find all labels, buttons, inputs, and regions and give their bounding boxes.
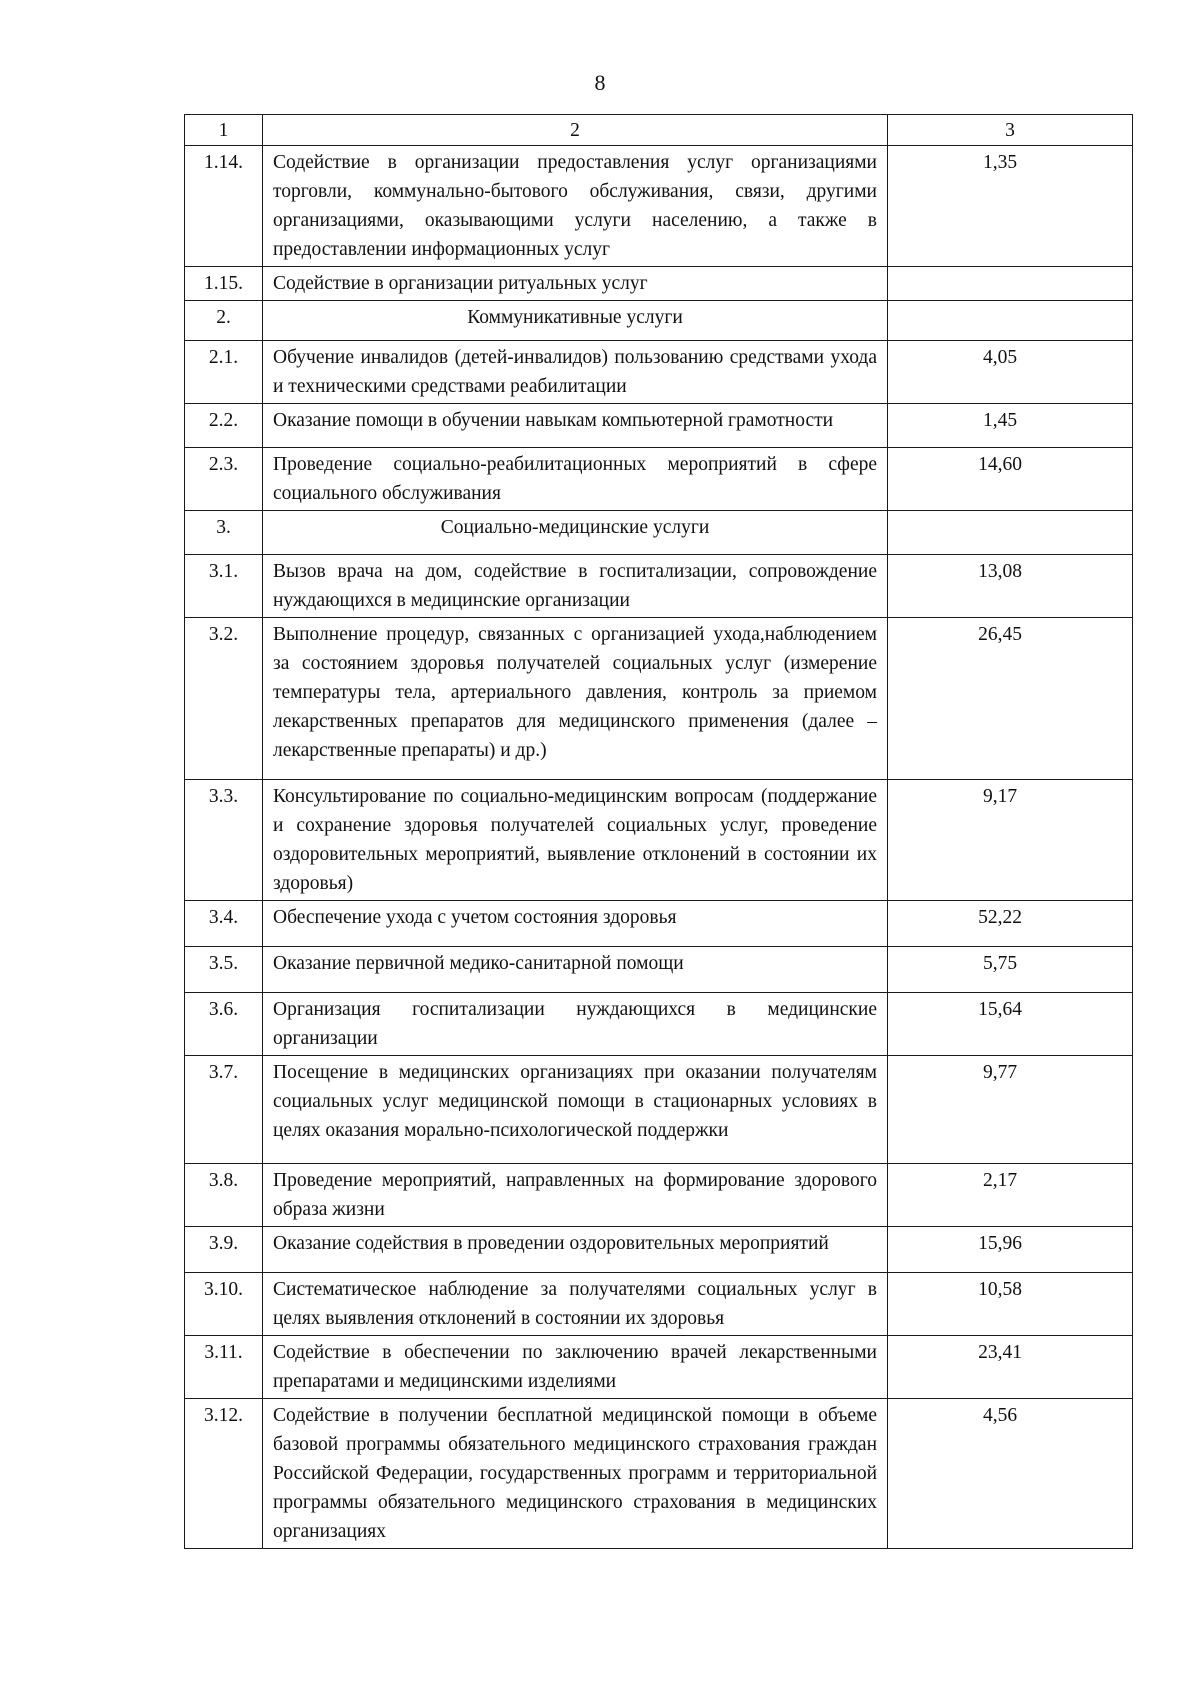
service-value: 14,60 bbox=[888, 448, 1133, 511]
table-row bbox=[185, 618, 1133, 780]
table-row bbox=[185, 901, 1133, 947]
service-value: 4,56 bbox=[888, 1399, 1133, 1549]
table-row bbox=[185, 404, 1133, 448]
table-row bbox=[185, 341, 1133, 404]
table-row bbox=[185, 555, 1133, 618]
service-name: Оказание содействия в проведении оздоровительных мероприятий bbox=[263, 1227, 888, 1273]
service-name: Проведение мероприятий, направленных на формирование здорового образа жизни bbox=[263, 1164, 888, 1227]
service-value bbox=[888, 267, 1133, 301]
service-name: Содействие в получении бесплатной медицинской помощи в объеме базовой программы обязательного медицинского страхования граждан Российской Федерации, государственных программ и территориальной программы обязательного медицинского страхования в медицинских организациях bbox=[263, 1399, 888, 1549]
service-value: 9,77 bbox=[888, 1056, 1133, 1164]
service-value: 1,45 bbox=[888, 404, 1133, 448]
section-row bbox=[185, 301, 1133, 341]
service-value: 5,75 bbox=[888, 947, 1133, 993]
row-number: 3. bbox=[185, 511, 263, 555]
service-name: Консультирование по социально-медицинским вопросам (поддержание и сохранение здоровья получателей социальных услуг, проведение оздоровительных мероприятий, выявление отклонений в состоянии их здоровья) bbox=[263, 780, 888, 901]
service-name: Оказание первичной медико-санитарной помощи bbox=[263, 947, 888, 993]
table-row bbox=[185, 1056, 1133, 1164]
service-value: 26,45 bbox=[888, 618, 1133, 780]
row-number: 3.12. bbox=[185, 1399, 263, 1549]
service-value: 4,05 bbox=[888, 341, 1133, 404]
row-number: 1.14. bbox=[185, 146, 263, 267]
service-name: Посещение в медицинских организациях при оказании получателям социальных услуг медицинской помощи в стационарных условиях в целях оказания морально-психологической поддержки bbox=[263, 1056, 888, 1164]
table-row bbox=[185, 1273, 1133, 1336]
table-header-row bbox=[185, 115, 1133, 146]
header-col-3: 3 bbox=[888, 115, 1133, 146]
row-number: 1.15. bbox=[185, 267, 263, 301]
row-number: 2.1. bbox=[185, 341, 263, 404]
service-value: 15,96 bbox=[888, 1227, 1133, 1273]
row-number: 3.1. bbox=[185, 555, 263, 618]
row-number: 2. bbox=[185, 301, 263, 341]
table-row bbox=[185, 1336, 1133, 1399]
table-row bbox=[185, 1164, 1133, 1227]
service-name: Систематическое наблюдение за получателями социальных услуг в целях выявления отклонений в состоянии их здоровья bbox=[263, 1273, 888, 1336]
service-value: 52,22 bbox=[888, 901, 1133, 947]
row-number: 2.3. bbox=[185, 448, 263, 511]
row-number: 3.5. bbox=[185, 947, 263, 993]
table-row bbox=[185, 993, 1133, 1056]
table-row bbox=[185, 947, 1133, 993]
row-number: 2.2. bbox=[185, 404, 263, 448]
section-title: Коммуникативные услуги bbox=[263, 301, 888, 341]
service-value: 9,17 bbox=[888, 780, 1133, 901]
row-number: 3.9. bbox=[185, 1227, 263, 1273]
service-name: Содействие в обеспечении по заключению врачей лекарственными препаратами и медицинскими изделиями bbox=[263, 1336, 888, 1399]
service-name: Содействие в организации ритуальных услуг bbox=[263, 267, 888, 301]
service-value: 1,35 bbox=[888, 146, 1133, 267]
table-row bbox=[185, 267, 1133, 301]
row-number: 3.7. bbox=[185, 1056, 263, 1164]
page-number: 8 bbox=[594, 70, 606, 95]
section-title: Социально-медицинские услуги bbox=[263, 511, 888, 555]
service-value bbox=[888, 511, 1133, 555]
service-value: 13,08 bbox=[888, 555, 1133, 618]
table-row bbox=[185, 780, 1133, 901]
service-name: Оказание помощи в обучении навыкам компьютерной грамотности bbox=[263, 404, 888, 448]
table-row bbox=[185, 1227, 1133, 1273]
service-value: 2,17 bbox=[888, 1164, 1133, 1227]
header-col-2: 2 bbox=[263, 115, 888, 146]
service-name: Обучение инвалидов (детей-инвалидов) пользованию средствами ухода и техническими средствами реабилитации bbox=[263, 341, 888, 404]
row-number: 3.8. bbox=[185, 1164, 263, 1227]
service-name: Выполнение процедур, связанных с организацией ухода,наблюдением за состоянием здоровья получателей социальных услуг (измерение температуры тела, артериального давления, контроль за приемом лекарственных препаратов для медицинского применения (далее – лекарственные препараты) и др.) bbox=[263, 618, 888, 780]
row-number: 3.3. bbox=[185, 780, 263, 901]
service-name: Содействие в организации предоставления услуг организациями торговли, коммунально-бытового обслуживания, связи, другими организациями, оказывающими услуги населению, а также в предоставлении информационных услуг bbox=[263, 146, 888, 267]
service-name: Обеспечение ухода с учетом состояния здоровья bbox=[263, 901, 888, 947]
row-number: 3.11. bbox=[185, 1336, 263, 1399]
services-table bbox=[184, 114, 1133, 1549]
service-name: Вызов врача на дом, содействие в госпитализации, сопровождение нуждающихся в медицинские организации bbox=[263, 555, 888, 618]
service-name: Проведение социально-реабилитационных мероприятий в сфере социального обслуживания bbox=[263, 448, 888, 511]
row-number: 3.2. bbox=[185, 618, 263, 780]
service-value bbox=[888, 301, 1133, 341]
table-row bbox=[185, 146, 1133, 267]
header-col-1: 1 bbox=[185, 115, 263, 146]
row-number: 3.4. bbox=[185, 901, 263, 947]
row-number: 3.10. bbox=[185, 1273, 263, 1336]
section-row bbox=[185, 511, 1133, 555]
table-row bbox=[185, 448, 1133, 511]
service-value: 23,41 bbox=[888, 1336, 1133, 1399]
service-value: 15,64 bbox=[888, 993, 1133, 1056]
row-number: 3.6. bbox=[185, 993, 263, 1056]
service-name: Организация госпитализации нуждающихся в медицинские организации bbox=[263, 993, 888, 1056]
table-row bbox=[185, 1399, 1133, 1549]
service-value: 10,58 bbox=[888, 1273, 1133, 1336]
